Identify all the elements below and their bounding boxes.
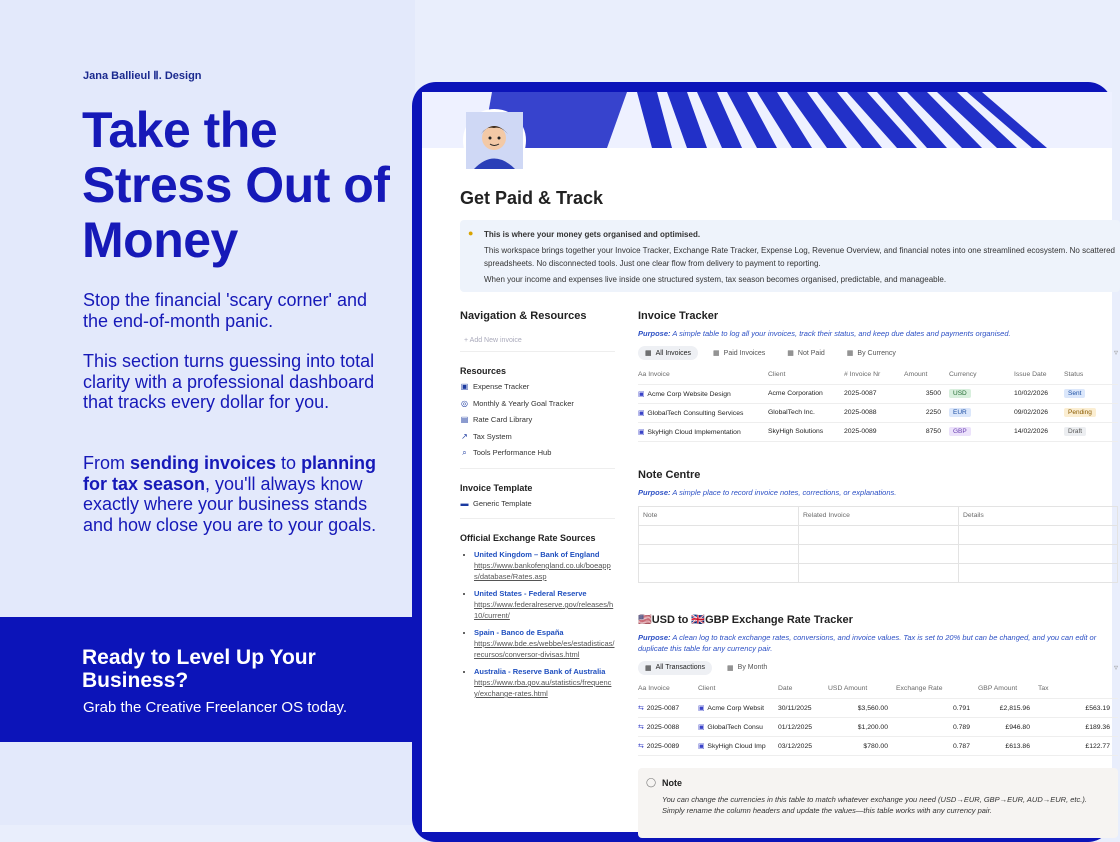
status-badge: Draft <box>1064 427 1086 436</box>
tools-icon: ⌕ <box>462 448 467 457</box>
table-row[interactable]: ⇆ 2025-0089 ▣ SkyHigh Cloud Imp 03/12/2025 $780.00 0.787 £613.86 £122.77 <box>638 737 1118 756</box>
page-title: Get Paid & Track <box>460 188 604 208</box>
fx-views <box>638 660 1118 676</box>
tab-all-invoices[interactable]: ▦ All Invoices <box>638 346 698 360</box>
tab-by-month[interactable]: ▦ By Month <box>727 664 768 672</box>
note-purpose: Purpose: A simple place to record invoice notes, corrections, or explanations. <box>638 487 897 497</box>
add-new-invoice-button[interactable]: + Add New invoice <box>460 337 615 352</box>
filter-icon[interactable]: ▿ <box>1113 348 1118 357</box>
tab-not-paid[interactable]: ▦ Not Paid <box>787 349 825 357</box>
link-icon: ⇆ <box>638 743 644 750</box>
document-icon: ▣ <box>698 724 705 731</box>
cta-subtitle: Grab the Creative Freelancer OS today. <box>83 699 348 716</box>
fx-sources-heading: Official Exchange Rate Sources <box>460 533 596 543</box>
table-row[interactable]: ⇆ 2025-0088 ▣ GlobalTech Consu 01/12/2025 $1,200.00 0.789 £946.80 £189.36 <box>638 718 1118 737</box>
generic-template-link[interactable]: ▬ Generic Template <box>460 496 615 513</box>
status-badge: Sent <box>1064 389 1085 398</box>
document-icon: ▣ <box>638 409 645 417</box>
invoice-purpose: Purpose: A simple table to log all your invoices, track their status, and keep due dates and payments organised. <box>638 329 1011 338</box>
fx-source-us[interactable]: • United States - Federal Reserve https://www.federalreserve.gov/releases/h10/current/ <box>474 588 615 621</box>
tab-all-transactions[interactable]: ▦ All Transactions <box>638 661 712 675</box>
card-icon: ▬ <box>460 498 469 508</box>
document-icon: ▣ <box>638 428 645 436</box>
document-icon: ▣ <box>638 390 645 398</box>
table-row[interactable]: ▣ SkyHigh Cloud Implementation SkyHigh Solutions 2025-0089 8750 GBP 14/02/2026 Draft <box>638 422 1118 441</box>
promo-paragraph-2: This section turns guessing into total clarity with a professional dashboard that tracks every dollar for you. <box>83 351 375 412</box>
fx-source-es[interactable]: • Spain - Banco de España https://www.bde.es/webbe/es/estadisticas/recursos/conversor-divisas.html <box>474 627 615 660</box>
table-icon: ▦ <box>645 350 652 357</box>
fx-purpose: Purpose: A clean log to track exchange rates, conversions, and invoice values. Tax is set to 20% but can be changed, and you can edit or duplicate this table for any currency pair. <box>638 632 1097 653</box>
target-icon: ◎ <box>461 398 468 408</box>
status-badge: Pending <box>1064 408 1096 417</box>
resource-goal-tracker[interactable]: ◎ Monthly & Yearly Goal Tracker <box>460 396 615 413</box>
promo-headline: Take the Stress Out of Money <box>82 102 390 268</box>
invoice-tracker-title: Invoice Tracker <box>638 310 719 322</box>
table-row[interactable] <box>639 563 1118 582</box>
table-icon: ▦ <box>846 350 854 357</box>
note-table: Note Related Invoice Details <box>638 506 1118 583</box>
promo-paragraph-3: From sending invoices to planning for tax season, you'll always know exactly where your business stands and how close you are to your goals. <box>83 453 377 535</box>
currency-badge: GBP <box>949 427 971 436</box>
table-row[interactable]: ▣ GlobalTech Consulting Services GlobalTech Inc. 2025-0088 2250 EUR 09/02/2026 Pending <box>638 403 1118 422</box>
main-content <box>638 310 1118 756</box>
table-row[interactable] <box>639 525 1118 544</box>
chart-icon: ↗ <box>461 431 468 441</box>
tab-paid-invoices[interactable]: ▦ Paid Invoices <box>713 349 766 357</box>
tab-by-currency[interactable]: ▦ By Currency <box>846 349 896 357</box>
lightbulb-icon: ● <box>468 228 474 238</box>
fx-source-au[interactable]: • Australia - Reserve Bank of Australia https://www.rba.gov.au/statistics/frequency/exchange-rates.html <box>474 666 615 699</box>
link-icon: ⇆ <box>638 705 644 712</box>
note-callout <box>638 768 1118 838</box>
table-header: Aa Invoice Client # Invoice Nr Amount Currency Issue Date Status <box>638 365 1118 384</box>
resources-heading: Resources <box>460 366 507 376</box>
expense-icon: ▣ <box>460 382 469 391</box>
note-callout-text: You can change the currencies in this table to match whatever exchange you need (USD→EUR, GBP→EUR, AUD→EUR, etc.). Simply rename the column headers and update the values—this table works with any currency pair. <box>662 795 1087 815</box>
callout-heading: This is where your money gets organised and optimised. <box>484 230 701 239</box>
intro-callout <box>460 220 1120 292</box>
invoice-views <box>638 345 1118 361</box>
fx-sources-list <box>460 549 615 699</box>
speech-bubble-icon: ◯ <box>646 777 657 787</box>
fx-tracker-title: 🇺🇸USD to 🇬🇧GBP Exchange Rate Tracker <box>638 613 853 626</box>
filter-icon[interactable]: ▿ <box>1113 662 1118 672</box>
callout-text-2: When your income and expenses live inside one structured system, tax season becomes organised, predictable, and manageable. <box>484 275 947 284</box>
invoice-template-heading: Invoice Template <box>460 482 533 493</box>
table-icon: ▦ <box>645 664 652 672</box>
library-icon: ▤ <box>460 415 469 424</box>
table-icon: ▦ <box>787 350 794 357</box>
table-icon: ▦ <box>713 350 720 357</box>
note-callout-heading: Note <box>662 778 682 788</box>
invoice-table <box>638 365 1118 442</box>
link-icon: ⇆ <box>638 724 644 731</box>
brand-logo: Jana Ballieul Ⅱ. Design <box>83 70 202 82</box>
table-row[interactable]: ▣ Acme Corp Website Design Acme Corporation 2025-0087 3500 USD 10/02/2026 Sent <box>638 384 1118 403</box>
resource-tools-hub[interactable]: ⌕ Tools Performance Hub <box>460 445 615 462</box>
resource-expense-tracker[interactable]: ▣ Expense Tracker <box>460 379 615 396</box>
sidebar <box>460 310 615 705</box>
promo-paragraph-1: Stop the financial 'scary corner' and the end-of-month panic. <box>83 290 368 331</box>
avatar <box>463 109 526 172</box>
table-row[interactable] <box>639 544 1118 563</box>
cta-title: Ready to Level Up Your Business? <box>82 646 316 692</box>
currency-badge: EUR <box>949 408 971 417</box>
nav-heading: Navigation & Resources <box>460 310 587 322</box>
calendar-icon: ▦ <box>727 664 734 672</box>
document-icon: ▣ <box>698 705 705 712</box>
callout-text-1: This workspace brings together your Invoice Tracker, Exchange Rate Tracker, Expense Log, Revenue Overview, and financial notes into one streamlined ecosystem. No scattered spreadsheets. No disconnected tools. Just one clear flow from delivery to payment to reporting. <box>484 246 1115 268</box>
table-row[interactable]: ⇆ 2025-0087 ▣ Acme Corp Websit 30/11/2025 $3,560.00 0.791 £2,815.96 £563.19 <box>638 699 1118 718</box>
fx-table: Aa Invoice Client Date USD Amount Exchange Rate GBP Amount Tax ⇆ 2025-0087 ▣ Acme Corp Websit 30/11/2025 $3,560.00 0.791 £2,815.96 £563.19 ⇆ 2025-0088 ▣ GlobalTech Consu 01/12/2025 $1,200.00 0.789 £946.80 £189.36 ⇆ 2025-0089 ▣ SkyHigh Cloud Imp 03/12/2025 $780.00 0.787 £613.86 £122.77 <box>638 680 1118 757</box>
fx-source-uk[interactable]: • United Kingdom – Bank of England https://www.bankofengland.co.uk/boeapps/database/Rates.asp <box>474 549 615 582</box>
document-icon: ▣ <box>698 743 705 750</box>
cta-banner[interactable] <box>0 617 415 742</box>
note-centre-title: Note Centre <box>638 468 701 481</box>
resource-rate-card[interactable]: ▤ Rate Card Library <box>460 412 615 429</box>
currency-badge: USD <box>949 389 971 398</box>
resource-tax-system[interactable]: ↗ Tax System <box>460 429 615 446</box>
promo-panel <box>0 0 415 825</box>
notion-page <box>422 92 1118 832</box>
